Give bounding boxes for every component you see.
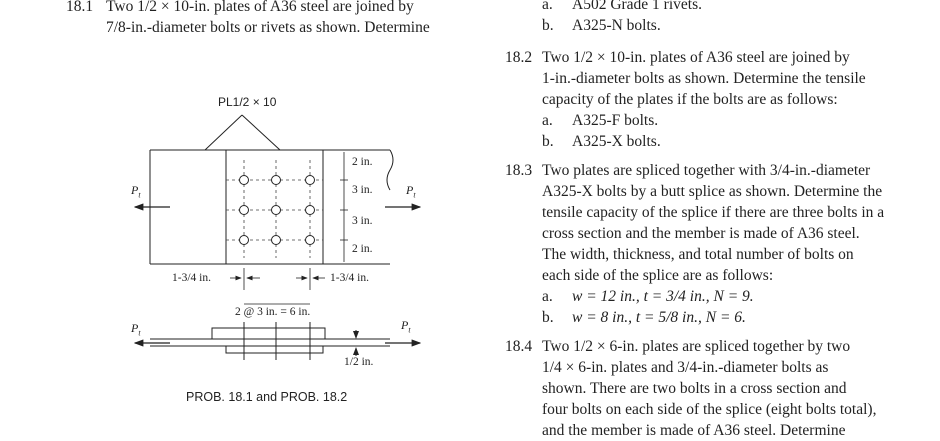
plate-label: PL1/2 × 10 (218, 95, 277, 109)
force-label-right-top: $P_t$ (406, 183, 416, 200)
problem-text-line: tensile capacity of the splice if there are three bolts in a (542, 204, 885, 221)
dim-3in-a: 3 in. (352, 184, 373, 196)
dim-right-edge: 1-3/4 in. (330, 272, 369, 284)
problem-text-line: capacity of the plates if the bolts are as follows: (542, 91, 838, 108)
bolt-icon (306, 236, 315, 245)
problem-number: 18.2 (505, 49, 533, 66)
problem-text-line: The width, thickness, and total number of bolts on (542, 246, 854, 263)
dim-3in-b: 3 in. (352, 215, 373, 227)
right-column (497, 0, 917, 441)
dim-2in-bottom: 2 in. (352, 243, 373, 255)
plate-leader-lines (205, 115, 280, 150)
bolt-icon (272, 176, 281, 185)
problem-number: 18.1 (66, 0, 94, 15)
problem-text-line: Two 1/2 × 10-in. plates of A36 steel are joined by (106, 0, 414, 15)
problem-18-4 (497, 336, 917, 441)
force-label-left-top: $P_t$ (131, 183, 141, 200)
problem-text-line: 1-in.-diameter bolts as shown. Determine the tensile (542, 70, 866, 87)
problem-18-3 (497, 160, 917, 328)
dim-left-edge: 1-3/4 in. (172, 272, 211, 284)
problem-18-2 (497, 47, 917, 152)
vertical-dimensions (340, 152, 348, 262)
option-item: a. A502 Grade 1 rivets. (542, 0, 702, 13)
force-label-right-side: $P_t$ (401, 318, 411, 335)
problem-text-line: and the member is made of A36 steel. Determine (542, 422, 846, 439)
figure-caption: PROB. 18.1 and PROB. 18.2 (186, 390, 348, 404)
horizontal-dimensions (230, 268, 325, 304)
option-item: b. A325-N bolts. (542, 17, 661, 34)
option-item: b. w = 8 in., t = 5/8 in., N = 6. (542, 309, 746, 326)
problem-text-line: Two plates are spliced together with 3/4-in.-diameter (542, 162, 871, 179)
bolt-icon (306, 206, 315, 215)
problem-text-line: each side of the splice are as follows: (542, 267, 774, 284)
bolt-icon (240, 206, 249, 215)
force-label-left-side: $P_t$ (131, 321, 141, 338)
dim-2in-top: 2 in. (352, 156, 373, 168)
option-item: a. w = 12 in., t = 3/4 in., N = 9. (542, 288, 754, 305)
option-item: a. A325-F bolts. (542, 112, 659, 129)
problem-18-1-options-cont (497, 0, 917, 36)
problem-number: 18.3 (505, 162, 533, 179)
bolt-icon (272, 206, 281, 215)
problem-text-line: Two 1/2 × 10-in. plates of A36 steel are joined by (542, 49, 850, 66)
problem-text-line: cross section and the member is made of A36 steel. (542, 225, 860, 242)
problem-text-line: 7/8-in.-diameter bolts or rivets as shown. Determine (106, 19, 430, 36)
bolt-icon (240, 176, 249, 185)
problem-text-line: four bolts on each side of the splice (eight bolts total), (542, 401, 877, 418)
bolt-icon (272, 236, 281, 245)
dim-spacing: 2 @ 3 in. = 6 in. (235, 306, 311, 318)
problem-text-line: 1/4 × 6-in. plates and 3/4-in.-diameter bolts as (542, 359, 829, 376)
problem-text-line: Two 1/2 × 6-in. plates are spliced together by two (542, 338, 851, 355)
problem-text-line: shown. There are two bolts in a cross section and (542, 380, 847, 397)
problem-number: 18.4 (505, 338, 533, 355)
bolt-icon (306, 176, 315, 185)
problem-text-line: A325-X bolts by a butt splice as shown. Determine the (542, 183, 883, 200)
side-view (150, 322, 390, 360)
bolt-icon (240, 236, 249, 245)
dim-half-in: 1/2 in. (344, 356, 374, 368)
option-item: b. A325-X bolts. (542, 133, 661, 150)
